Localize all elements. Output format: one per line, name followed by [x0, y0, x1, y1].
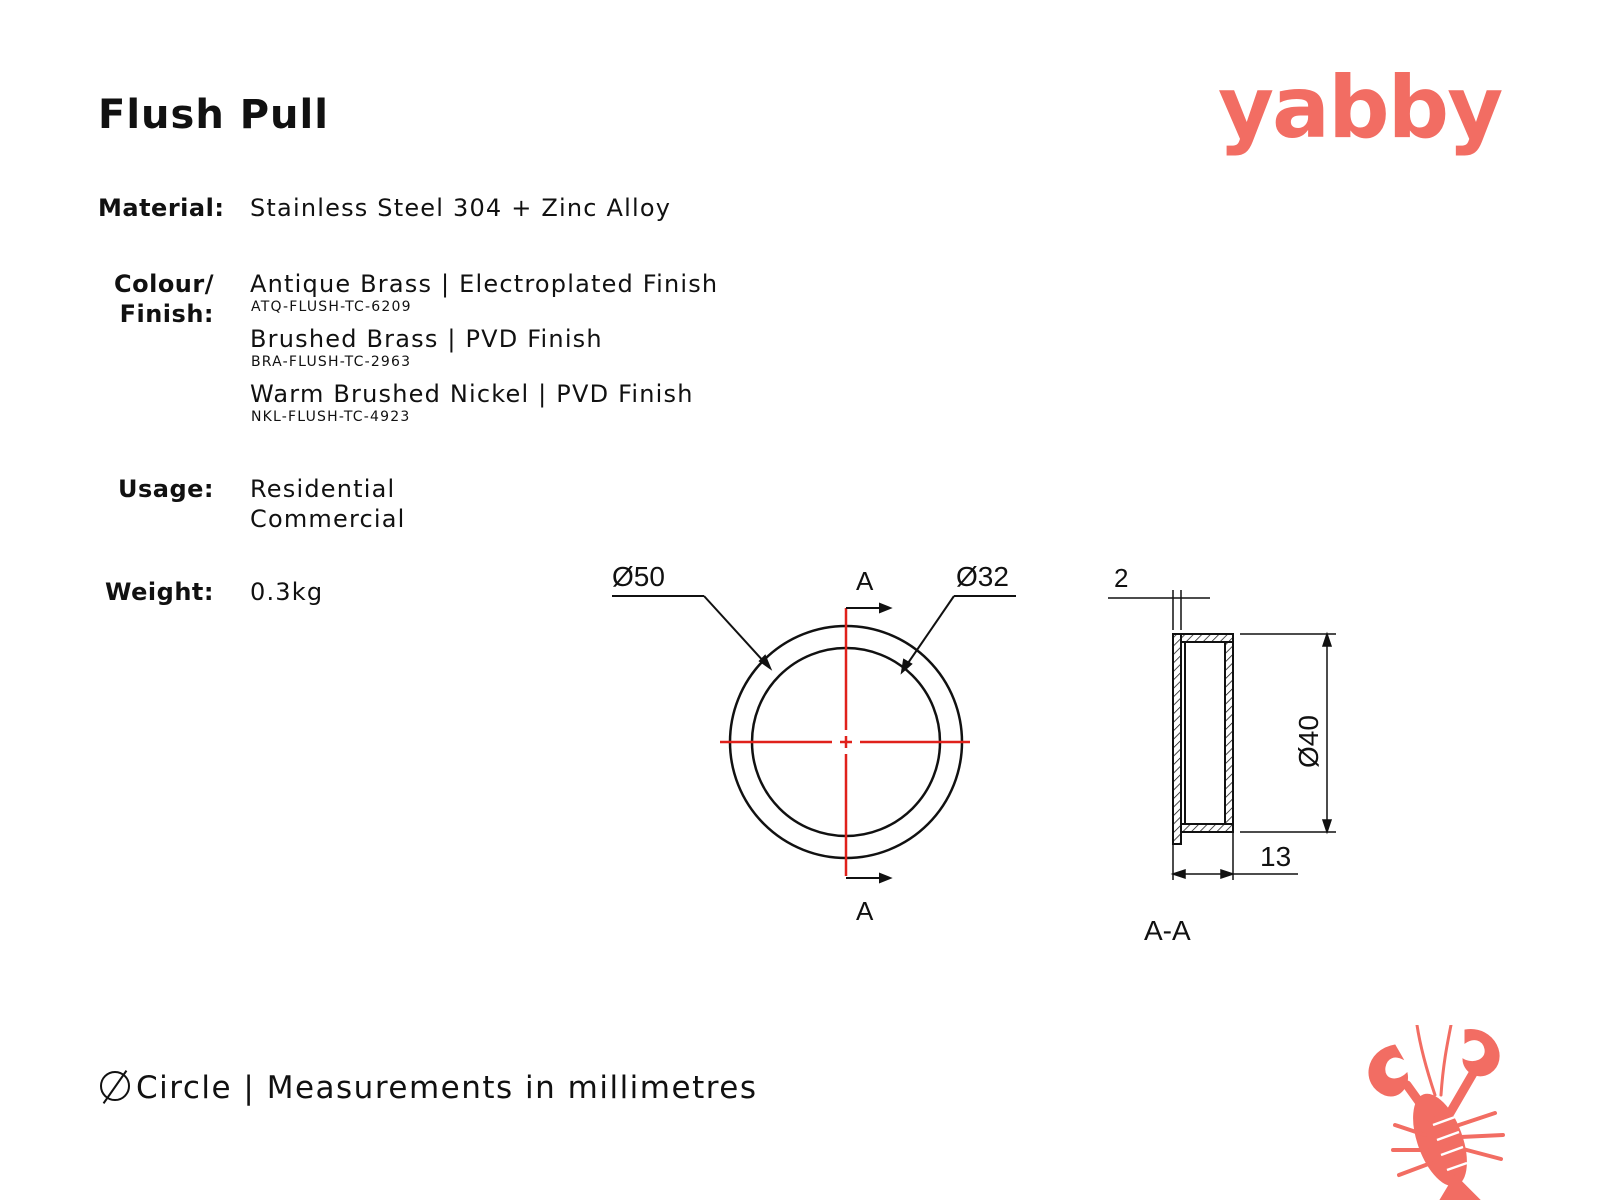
lobster-icon — [1355, 1025, 1525, 1200]
footer-text: Circle | Measurements in millimetres — [136, 1070, 758, 1106]
usage-value: Residential — [250, 475, 396, 503]
usage-value: Commercial — [250, 505, 406, 533]
page-title: Flush Pull — [98, 92, 329, 138]
outer-diameter-leader — [612, 596, 770, 668]
section-view — [1173, 634, 1233, 844]
material-value: Stainless Steel 304 + Zinc Alloy — [250, 194, 672, 222]
section-caption: A-A — [1144, 915, 1191, 946]
section-label-bottom: A — [856, 896, 874, 926]
finish-code: NKL-FLUSH-TC-4923 — [251, 409, 411, 425]
technical-drawing — [600, 540, 1360, 960]
outer-diameter-dim: Ø50 — [612, 561, 665, 592]
colour-finish-label: Colour/ Finish: — [113, 270, 214, 328]
inner-diameter-dim: Ø32 — [956, 561, 1009, 592]
depth-dim: 13 — [1260, 841, 1292, 872]
footer-note — [100, 1070, 758, 1106]
usage-label: Usage: — [117, 475, 214, 503]
flange-dimension — [1108, 590, 1210, 630]
flange-dim: 2 — [1114, 563, 1129, 593]
finish-name: Antique Brass | Electroplated Finish — [250, 270, 719, 298]
finish-code: ATQ-FLUSH-TC-6209 — [251, 299, 412, 315]
diameter-40-dim: Ø40 — [1293, 715, 1324, 768]
weight-label: Weight: — [105, 578, 214, 606]
finish-name: Brushed Brass | PVD Finish — [250, 325, 603, 353]
material-label: Material: — [98, 194, 225, 222]
centerlines — [720, 608, 970, 876]
inner-diameter-leader — [902, 596, 1016, 672]
diameter-symbol-icon — [100, 1071, 130, 1101]
finish-name: Warm Brushed Nickel | PVD Finish — [250, 380, 694, 408]
brand-logo: yabby — [1218, 58, 1502, 158]
finish-code: BRA-FLUSH-TC-2963 — [251, 354, 412, 370]
weight-value: 0.3kg — [250, 578, 324, 606]
section-label-top: A — [856, 566, 874, 596]
